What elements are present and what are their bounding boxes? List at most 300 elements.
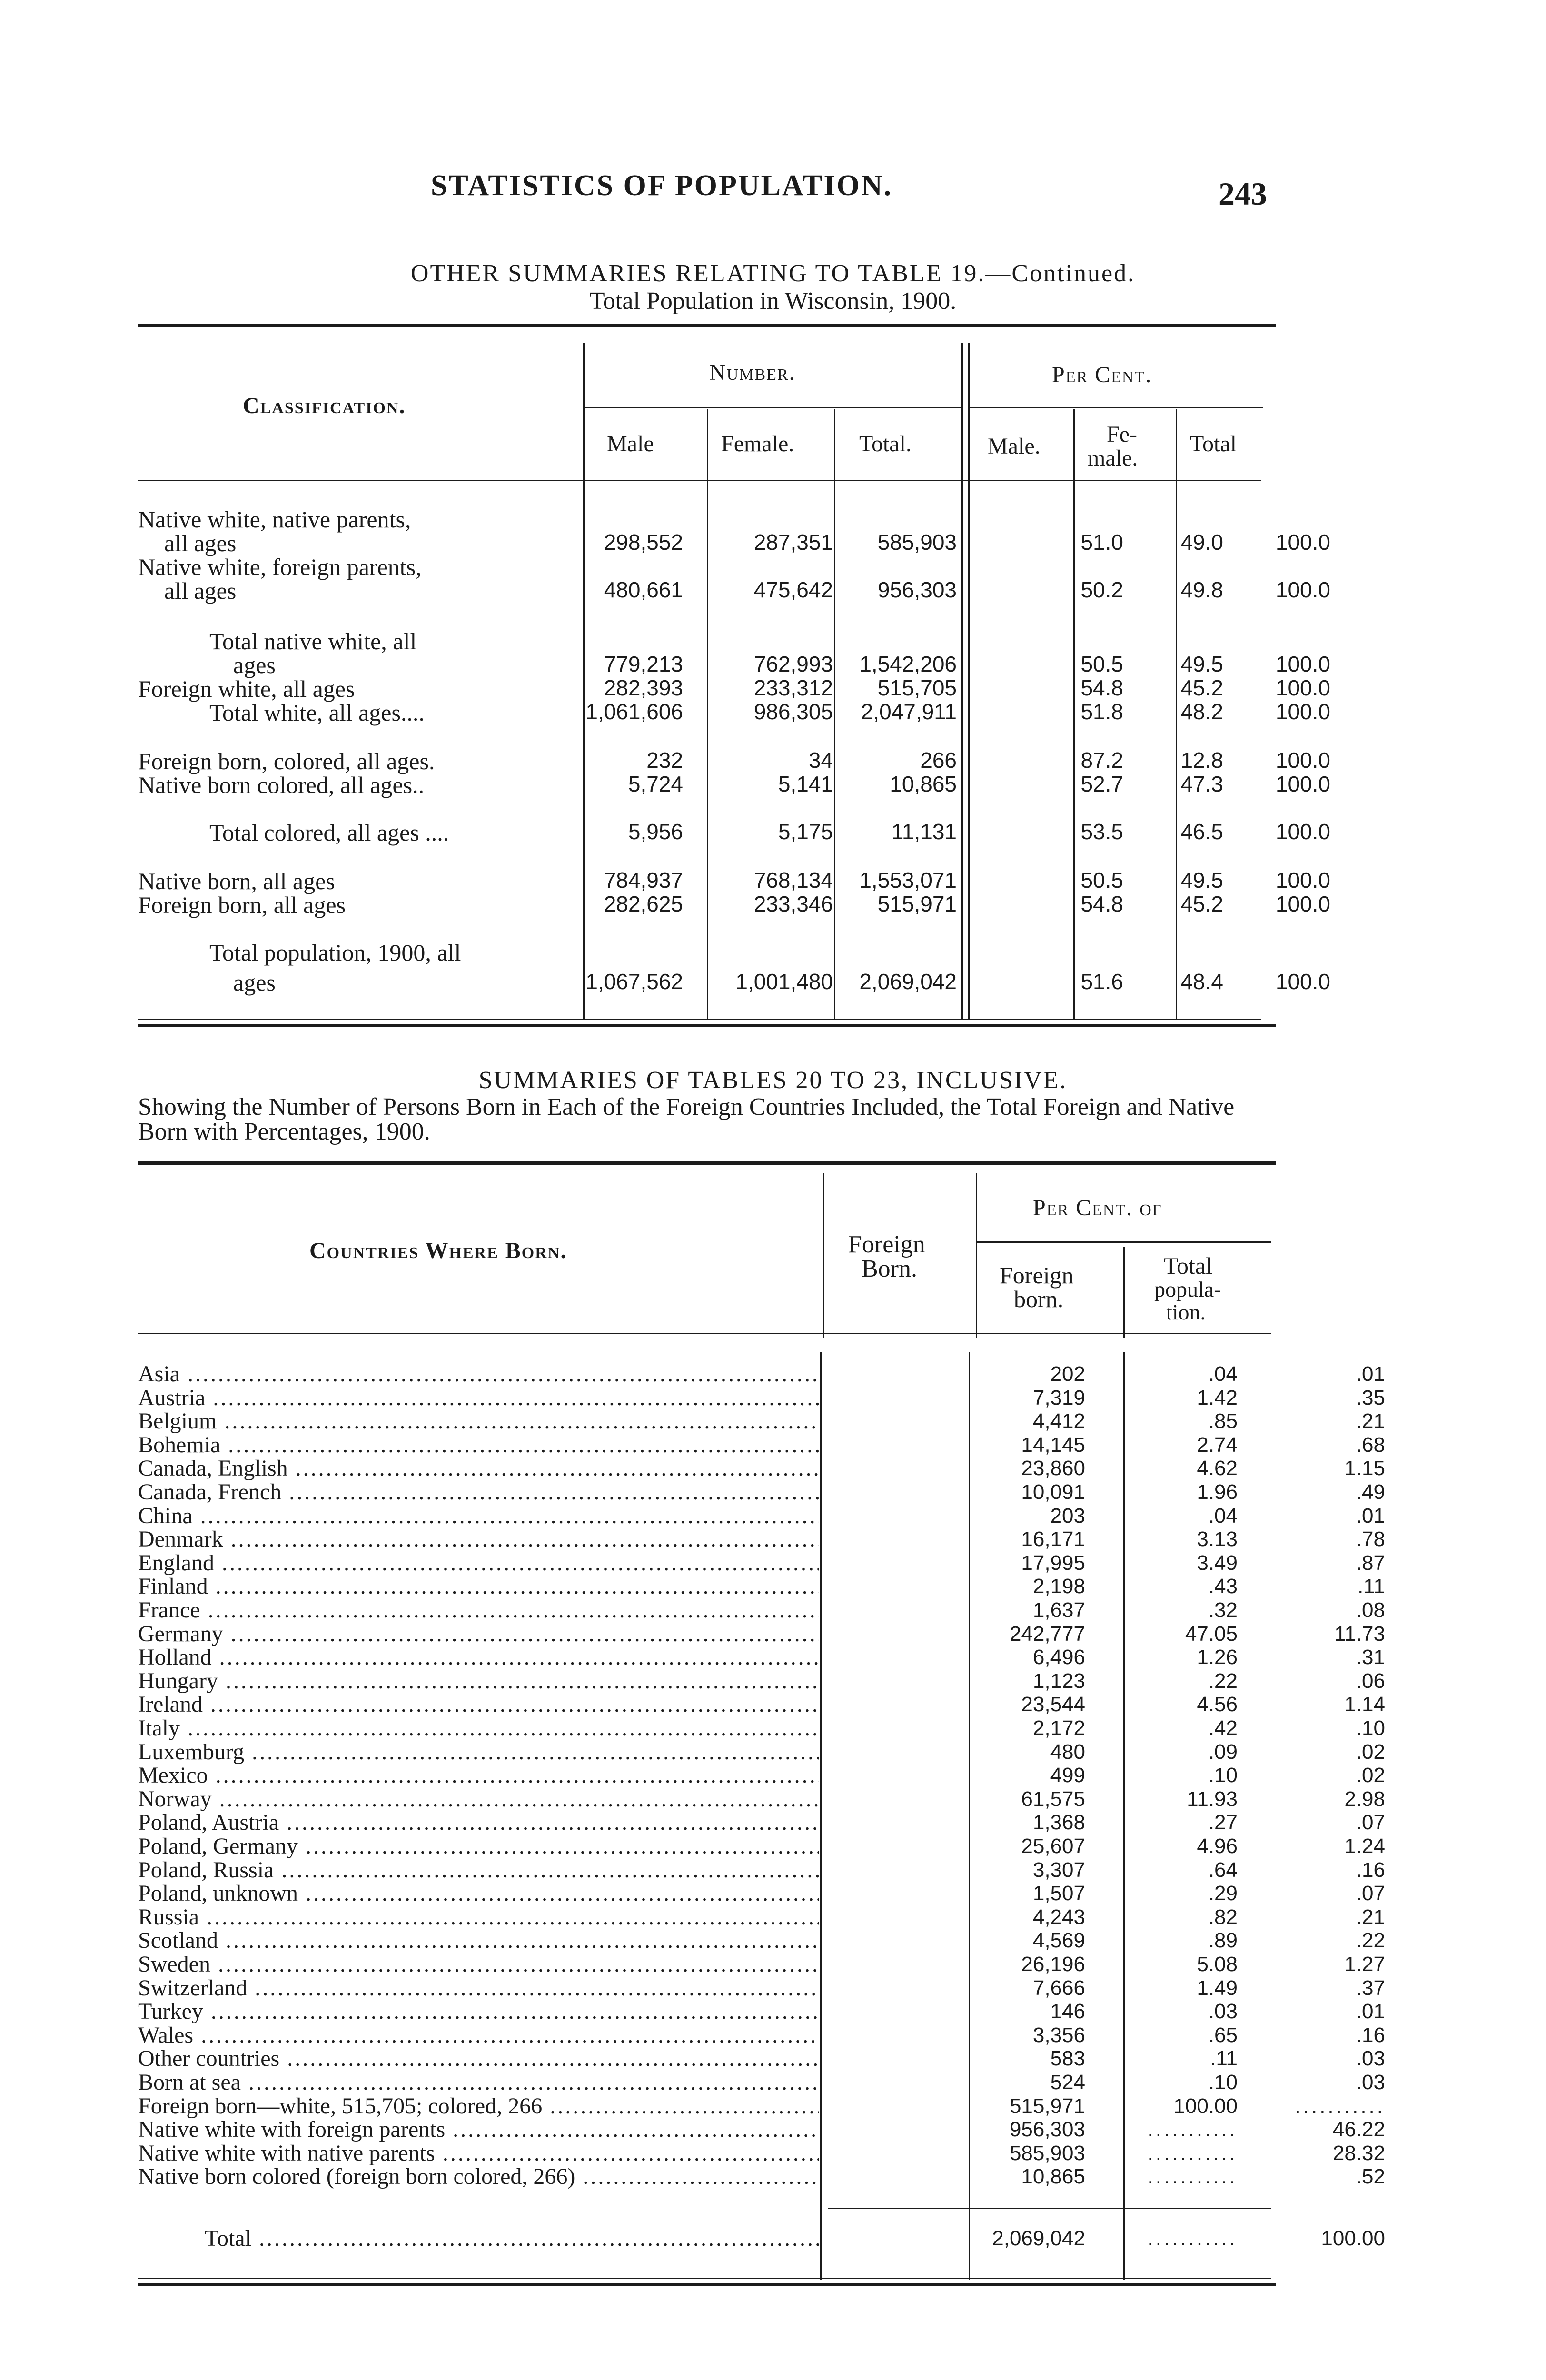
country-label: Finland .....: [138, 1575, 819, 1598]
table1-percent-subrule: [968, 407, 1263, 408]
country-label: Belgium .....: [138, 1409, 819, 1433]
country-label: Sweden .....: [138, 1953, 819, 1976]
table-row: [138, 1433, 1385, 1457]
cell-foreign-born: 1,507: [1032, 1882, 1085, 1905]
country-label: Poland, Germany .....: [138, 1835, 819, 1858]
table-row: [138, 747, 1330, 774]
cell-pc-foreign: .82: [1208, 1905, 1238, 1929]
cell-pc-foreign: ...........: [1147, 2118, 1238, 2141]
table2-vrule-1: [823, 1173, 824, 1338]
cell-male: 282,393: [604, 675, 683, 700]
table-row: [138, 1787, 1385, 1811]
table-row: [138, 1811, 1385, 1835]
cell-pc-female: 46.5: [1180, 819, 1223, 844]
table1-caption-title: OTHER SUMMARIES RELATING TO TABLE 19.—Continued.: [410, 260, 1136, 287]
cell-foreign-born: 4,412: [1032, 1409, 1085, 1433]
table-row: [138, 1362, 1385, 1386]
table-row: [138, 1622, 1385, 1646]
cell-pc-male: 50.5: [1080, 652, 1123, 676]
table-row: [138, 1976, 1385, 2000]
country-label: Poland, Russia .....: [138, 1858, 819, 1882]
table-row: [138, 1693, 1385, 1716]
cell-foreign-born: 1,637: [1032, 1598, 1085, 1622]
cell-pc-foreign: 4.56: [1197, 1693, 1238, 1716]
cell-pc-female: 45.2: [1180, 892, 1223, 916]
table2-bottom-rule: [138, 2278, 1271, 2279]
cell-female: 986,305: [753, 699, 833, 724]
cell-pc-foreign: .64: [1208, 1858, 1238, 1882]
cell-foreign-born: 4,569: [1032, 1929, 1085, 1952]
cell-foreign-born: 16,171: [1021, 1527, 1085, 1551]
cell-pc-total: .06: [1356, 1669, 1385, 1693]
cell-pc-total: .87: [1356, 1551, 1385, 1575]
cell-total: 515,705: [877, 675, 957, 700]
table-row: [138, 819, 1330, 846]
cell-pc-female: 48.4: [1180, 969, 1223, 994]
col-per-cent-of: Per Cent. of: [1033, 1195, 1162, 1220]
cell-pc-foreign: .04: [1208, 1362, 1238, 1386]
cell-pc-foreign: 3.13: [1197, 1527, 1238, 1551]
cell-foreign-born: 2,069,042: [992, 2227, 1085, 2250]
table-row: [138, 1457, 1385, 1480]
cell-pc-foreign: .89: [1208, 1929, 1238, 1952]
cell-pc-total: 1.27: [1344, 1953, 1385, 1976]
cell-pc-total: 100.0: [1275, 748, 1330, 773]
cell-pc-foreign: 3.49: [1197, 1551, 1238, 1575]
country-label: Poland, Austria .....: [138, 1811, 819, 1835]
table-row: [138, 867, 1330, 894]
table2-caption-title: SUMMARIES OF TABLES 20 TO 23, INCLUSIVE.: [478, 1067, 1068, 1094]
cell-male: 784,937: [604, 868, 683, 892]
cell-male: 5,956: [628, 819, 683, 844]
cell-foreign-born: 499: [1050, 1764, 1085, 1787]
cell-foreign-born: 14,145: [1021, 1433, 1085, 1457]
cell-pc-foreign: .42: [1208, 1716, 1238, 1740]
country-label: Native white with foreign parents .....: [138, 2118, 819, 2142]
col-foreign-born-1: Foreign: [848, 1231, 925, 1258]
cell-pc-foreign: .22: [1208, 1669, 1238, 1693]
cell-pc-total: .78: [1356, 1527, 1385, 1551]
cell-foreign-born: 583: [1050, 2047, 1085, 2070]
cell-female: 5,141: [778, 772, 833, 796]
cell-foreign-born: 480: [1050, 1740, 1085, 1764]
cell-pc-total: .03: [1356, 2071, 1385, 2094]
col-pc-foreign-2: born.: [1014, 1286, 1064, 1312]
table-row: [138, 2118, 1385, 2142]
cell-pc-total: .49: [1356, 1480, 1385, 1504]
country-label: Asia .....: [138, 1362, 819, 1386]
total-label: Total .....: [205, 2227, 819, 2251]
table1-number-subrule: [583, 407, 961, 408]
cell-pc-foreign: .43: [1208, 1575, 1238, 1598]
cell-pc-total: .02: [1356, 1764, 1385, 1787]
cell-pc-foreign: .11: [1210, 2047, 1238, 2070]
cell-pc-total: 2.98: [1344, 1787, 1385, 1811]
cell-pc-total: .07: [1356, 1882, 1385, 1905]
cell-pc-total: 100.0: [1275, 675, 1330, 700]
table-row: [138, 1409, 1385, 1433]
cell-foreign-born: 10,091: [1021, 1480, 1085, 1504]
cell-pc-total: 100.0: [1275, 819, 1330, 844]
country-label: Holland .....: [138, 1646, 819, 1669]
table-row: [138, 2094, 1385, 2118]
country-label: Luxemburg .....: [138, 1740, 819, 1764]
table2-vrule-3: [1123, 1247, 1125, 1338]
col-female: Female.: [721, 431, 794, 456]
row-label: all ages: [164, 530, 237, 556]
table1-top-rule: [138, 324, 1276, 327]
cell-pc-total: 100.0: [1275, 652, 1330, 676]
cell-foreign-born: 26,196: [1021, 1953, 1085, 1976]
country-label: China .....: [138, 1504, 819, 1528]
cell-female: 287,351: [753, 530, 833, 555]
cell-pc-foreign: 11.93: [1187, 1787, 1238, 1811]
table2-vrule-2: [976, 1173, 977, 1338]
table-row: [138, 1480, 1385, 1504]
country-label: Italy .....: [138, 1716, 819, 1740]
table-row: [138, 1764, 1385, 1787]
cell-pc-foreign: 1.49: [1197, 1976, 1238, 2000]
cell-foreign-born: 61,575: [1021, 1787, 1085, 1811]
row-label: Total colored, all ages ....: [209, 819, 449, 846]
cell-pc-total: 1.14: [1344, 1693, 1385, 1716]
table-row: [138, 2047, 1385, 2071]
row-label: ages: [233, 652, 276, 678]
country-label: Canada, French .....: [138, 1480, 819, 1504]
table-row: [138, 1905, 1385, 1929]
row-label: Foreign white, all ages: [138, 675, 355, 702]
cell-female: 768,134: [753, 868, 833, 892]
cell-pc-foreign: 5.08: [1197, 1953, 1238, 1976]
cell-pc-foreign: .10: [1208, 2071, 1238, 2094]
table-row: [138, 891, 1330, 918]
cell-pc-female: 12.8: [1180, 748, 1223, 773]
cell-pc-foreign: ...........: [1147, 2165, 1238, 2188]
cell-pc-female: 47.3: [1180, 772, 1223, 796]
cell-female: 5,175: [778, 819, 833, 844]
table-row: [138, 1646, 1385, 1669]
cell-foreign-born: 524: [1050, 2071, 1085, 2094]
cell-male: 232: [646, 748, 683, 773]
table-row: [138, 1835, 1385, 1858]
cell-pc-foreign: 1.96: [1197, 1480, 1238, 1504]
table-row: [138, 1504, 1385, 1528]
cell-foreign-born: 2,198: [1032, 1575, 1085, 1598]
col-pc-total-3: tion.: [1166, 1300, 1206, 1324]
table2-bottom-rule-2: [138, 2283, 1276, 2286]
table-row: [138, 675, 1330, 702]
cell-foreign-born: 3,356: [1032, 2023, 1085, 2047]
cell-pc-female: 49.0: [1180, 530, 1223, 555]
cell-pc-total: .68: [1356, 1433, 1385, 1457]
table-row: [138, 699, 1330, 726]
cell-male: 1,067,562: [585, 969, 683, 994]
cell-foreign-born: 2,172: [1032, 1716, 1085, 1740]
cell-foreign-born: 4,243: [1032, 1905, 1085, 1929]
cell-pc-female: 49.8: [1180, 577, 1223, 602]
col-pc-male: Male.: [988, 434, 1041, 459]
country-label: Native white with native parents .....: [138, 2142, 819, 2165]
cell-pc-total: .08: [1356, 1598, 1385, 1622]
country-label: England .....: [138, 1551, 819, 1575]
table-row: [138, 1386, 1385, 1410]
cell-foreign-born: 25,607: [1021, 1835, 1085, 1858]
cell-pc-foreign: .27: [1208, 1811, 1238, 1834]
table-row: [138, 577, 1330, 604]
country-label: Turkey .....: [138, 2000, 819, 2023]
cell-total: 266: [920, 748, 957, 773]
table1-row-label: Native white, foreign parents,: [138, 554, 422, 580]
col-pc-total-1: Total: [1164, 1252, 1213, 1279]
cell-pc-foreign: .04: [1208, 1504, 1238, 1527]
table-row: [138, 2023, 1385, 2047]
cell-foreign-born: 242,777: [1009, 1622, 1085, 1646]
cell-pc-total: .03: [1356, 2047, 1385, 2070]
table-row: [138, 2165, 1385, 2189]
country-label: Other countries .....: [138, 2047, 819, 2071]
cell-foreign-born: 146: [1050, 2000, 1085, 2023]
table-row: [138, 1527, 1385, 1551]
country-label: Scotland .....: [138, 1929, 819, 1953]
cell-female: 233,346: [753, 892, 833, 916]
table-row: [138, 1575, 1385, 1598]
cell-foreign-born: 17,995: [1021, 1551, 1085, 1575]
col-countries: Countries Where Born.: [309, 1238, 567, 1263]
table1-bottom-rule: [138, 1019, 1261, 1020]
cell-foreign-born: 585,903: [1009, 2142, 1085, 2165]
country-label: Poland, unknown .....: [138, 1882, 819, 1905]
table-row: [138, 2000, 1385, 2023]
cell-foreign-born: 7,666: [1032, 1976, 1085, 2000]
cell-pc-total: 100.00: [1321, 2227, 1385, 2250]
cell-female: 233,312: [753, 675, 833, 700]
cell-pc-female: 45.2: [1180, 675, 1223, 700]
cell-foreign-born: 6,496: [1032, 1646, 1085, 1669]
cell-total: 2,047,911: [861, 699, 957, 724]
table-row: [138, 1716, 1385, 1740]
cell-pc-male: 54.8: [1080, 892, 1123, 916]
table-row: [138, 529, 1330, 556]
cell-total: 1,542,206: [859, 652, 957, 676]
row-label: Native born colored, all ages..: [138, 772, 425, 798]
cell-pc-total: .01: [1356, 1504, 1385, 1527]
cell-pc-female: 49.5: [1180, 868, 1223, 892]
table-row-total: [138, 2227, 1385, 2251]
table1-row-label: Total population, 1900, all: [209, 939, 461, 966]
cell-pc-total: 100.0: [1275, 868, 1330, 892]
cell-pc-foreign: 4.62: [1197, 1457, 1238, 1480]
row-label: Total white, all ages....: [209, 699, 425, 726]
table-row: [138, 1953, 1385, 1976]
cell-pc-foreign: .29: [1208, 1882, 1238, 1905]
country-label: Germany .....: [138, 1622, 819, 1646]
cell-pc-total: .22: [1356, 1929, 1385, 1952]
cell-pc-total: .02: [1356, 1740, 1385, 1764]
cell-pc-foreign: .85: [1208, 1409, 1238, 1433]
country-label: France .....: [138, 1598, 819, 1622]
cell-foreign-born: 515,971: [1009, 2094, 1085, 2118]
cell-foreign-born: 3,307: [1032, 1858, 1085, 1882]
col-male: Male: [607, 431, 654, 456]
cell-pc-total: .11: [1358, 1575, 1385, 1598]
table2-header-rule: [138, 1333, 1271, 1334]
col-pc-female-1: Fe-: [1107, 422, 1137, 447]
cell-pc-total: 1.24: [1344, 1835, 1385, 1858]
cell-pc-total: 100.0: [1275, 699, 1330, 724]
cell-pc-male: 54.8: [1080, 675, 1123, 700]
cell-pc-male: 53.5: [1080, 819, 1123, 844]
col-pc-foreign-1: Foreign: [1000, 1262, 1074, 1289]
cell-pc-total: .16: [1356, 2023, 1385, 2047]
cell-male: 298,552: [604, 530, 683, 555]
cell-pc-total: .16: [1356, 1858, 1385, 1882]
cell-pc-total: 11.73: [1334, 1622, 1385, 1646]
cell-pc-total: ...........: [1295, 2094, 1385, 2118]
cell-pc-total: .35: [1356, 1386, 1385, 1409]
cell-pc-total: 100.0: [1275, 969, 1330, 994]
table1-row-label: Total native white, all: [209, 628, 417, 654]
col-total: Total.: [859, 431, 912, 456]
cell-pc-total: 100.0: [1275, 577, 1330, 602]
table-row: [138, 1882, 1385, 1905]
cell-pc-foreign: 2.74: [1197, 1433, 1238, 1457]
table2-percent-subrule: [976, 1241, 1271, 1243]
cell-pc-male: 52.7: [1080, 772, 1123, 796]
page-number: 243: [1219, 176, 1267, 212]
cell-foreign-born: 956,303: [1009, 2118, 1085, 2141]
cell-pc-male: 51.6: [1080, 969, 1123, 994]
table-row: [138, 1740, 1385, 1764]
table-row: [138, 1551, 1385, 1575]
cell-pc-foreign: 1.26: [1197, 1646, 1238, 1669]
row-label: Foreign born, all ages: [138, 892, 346, 918]
cell-pc-male: 50.2: [1080, 577, 1123, 602]
cell-foreign-born: 1,123: [1032, 1669, 1085, 1693]
cell-pc-total: .52: [1356, 2165, 1385, 2188]
cell-pc-total: .01: [1356, 2000, 1385, 2023]
cell-pc-foreign: .65: [1208, 2023, 1238, 2047]
cell-female: 762,993: [753, 652, 833, 676]
cell-female: 1,001,480: [735, 969, 833, 994]
cell-pc-total: 28.32: [1332, 2142, 1385, 2165]
cell-pc-total: .21: [1356, 1409, 1385, 1433]
col-pc-total: Total: [1190, 431, 1237, 456]
row-label: Foreign born, colored, all ages.: [138, 748, 435, 774]
table-row: [138, 1929, 1385, 1953]
cell-male: 282,625: [604, 892, 683, 916]
cell-total: 585,903: [877, 530, 957, 555]
cell-pc-total: .21: [1356, 1905, 1385, 1929]
cell-pc-female: 48.2: [1180, 699, 1223, 724]
running-title: STATISTICS OF POPULATION.: [431, 169, 893, 202]
cell-male: 779,213: [604, 652, 683, 676]
country-label: Canada, English .....: [138, 1457, 819, 1480]
country-label: Native born colored (foreign born colored, 266) .....: [138, 2165, 819, 2189]
cell-foreign-born: 203: [1050, 1504, 1085, 1527]
cell-male: 5,724: [628, 772, 683, 796]
cell-total: 956,303: [877, 577, 957, 602]
col-pc-female-2: male.: [1088, 446, 1138, 471]
cell-pc-foreign: ...........: [1147, 2142, 1238, 2165]
table1-bottom-rule-2: [138, 1024, 1276, 1027]
cell-pc-foreign: .09: [1208, 1740, 1238, 1764]
table-row: [138, 1858, 1385, 1882]
cell-total: 11,131: [891, 819, 957, 844]
cell-foreign-born: 202: [1050, 1362, 1085, 1386]
country-label: Austria .....: [138, 1386, 819, 1410]
table-row: [138, 771, 1330, 798]
cell-pc-total: 100.0: [1275, 892, 1330, 916]
table2-total-rule: [828, 2208, 1271, 2209]
cell-pc-total: .01: [1356, 1362, 1385, 1386]
cell-foreign-born: 23,544: [1021, 1693, 1085, 1716]
cell-pc-foreign: 4.96: [1197, 1835, 1238, 1858]
cell-foreign-born: 1,368: [1032, 1811, 1085, 1834]
country-label: Wales .....: [138, 2023, 819, 2047]
table-row: [138, 1669, 1385, 1693]
country-label: Bohemia .....: [138, 1433, 819, 1457]
cell-total: 10,865: [890, 772, 957, 796]
cell-pc-female: 49.5: [1180, 652, 1223, 676]
row-label: ages: [233, 969, 276, 996]
cell-total: 2,069,042: [859, 969, 957, 994]
country-label: Switzerland .....: [138, 1976, 819, 2000]
cell-pc-total: 1.15: [1344, 1457, 1385, 1480]
cell-pc-total: 46.22: [1332, 2118, 1385, 2141]
cell-male: 480,661: [604, 577, 683, 602]
cell-pc-foreign: 100.00: [1173, 2094, 1238, 2118]
cell-pc-total: .31: [1356, 1646, 1385, 1669]
table-row: [138, 2071, 1385, 2094]
table2-top-rule: [138, 1161, 1276, 1165]
row-label: Native born, all ages: [138, 868, 335, 894]
cell-pc-total: .07: [1356, 1811, 1385, 1834]
cell-pc-foreign: .03: [1208, 2000, 1238, 2023]
country-label: Russia .....: [138, 1905, 819, 1929]
cell-male: 1,061,606: [585, 699, 683, 724]
cell-pc-male: 50.5: [1080, 868, 1123, 892]
cell-female: 475,642: [753, 577, 833, 602]
table-row: [138, 2142, 1385, 2165]
cell-pc-total: 100.0: [1275, 530, 1330, 555]
col-pc-total-2: popula-: [1154, 1277, 1221, 1301]
cell-total: 1,553,071: [859, 868, 957, 892]
cell-foreign-born: 23,860: [1021, 1457, 1085, 1480]
col-classification: Classification.: [243, 393, 406, 418]
cell-foreign-born: 10,865: [1021, 2165, 1085, 2188]
cell-total: 515,971: [877, 892, 957, 916]
table-row: [138, 1598, 1385, 1622]
table1-row-label: Native white, native parents,: [138, 506, 411, 533]
table-row: [138, 969, 1330, 996]
country-label: Born at sea .....: [138, 2071, 819, 2094]
cell-pc-total: 100.0: [1275, 772, 1330, 796]
col-number: Number.: [709, 360, 796, 385]
row-label: all ages: [164, 577, 237, 604]
cell-pc-foreign: 1.42: [1197, 1386, 1238, 1409]
cell-pc-male: 51.8: [1080, 699, 1123, 724]
table1-header-rule: [138, 480, 1261, 481]
cell-pc-male: 87.2: [1080, 748, 1123, 773]
cell-pc-foreign: .10: [1208, 1764, 1238, 1787]
cell-pc-total: .37: [1356, 1976, 1385, 2000]
table-row: [138, 651, 1330, 678]
col-per-cent: Per Cent.: [1052, 362, 1152, 387]
country-label: Hungary .....: [138, 1669, 819, 1693]
table2-caption-subtitle: Showing the Number of Persons Born in Each of the Foreign Countries Included, the Total Foreign and Native Born with Percentages, 1900.: [138, 1093, 1235, 1145]
col-foreign-born-2: Born.: [862, 1255, 917, 1282]
cell-pc-male: 51.0: [1080, 530, 1123, 555]
